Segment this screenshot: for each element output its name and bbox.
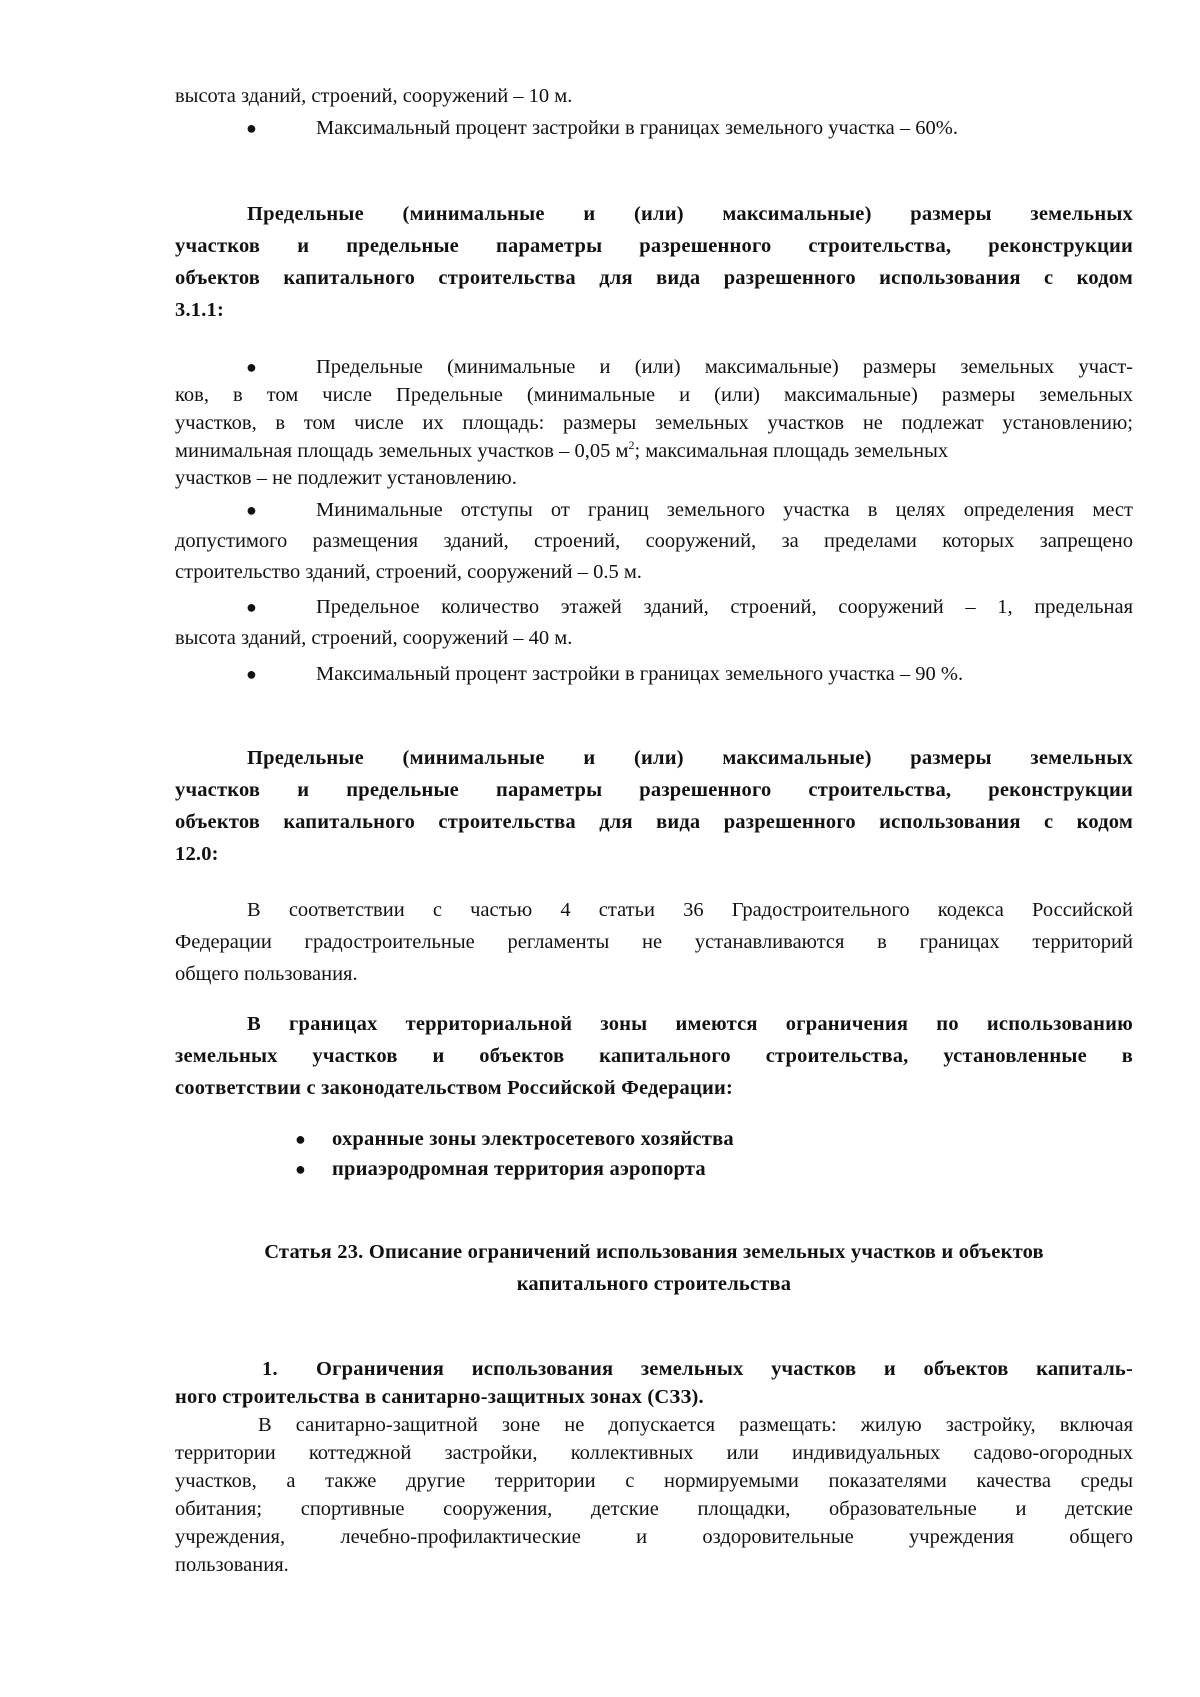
restriction-item: охранные зоны электросетевого хозяйства [332, 1128, 734, 1150]
bullet-icon: ● [246, 664, 257, 684]
bullet-text: Максимальный процент застройки в границах земельного участка – 90 %. [316, 663, 964, 685]
section-heading-line: объектов капитального строительства для вида разрешенного использования с кодом [175, 267, 1133, 289]
section-heading-line: 3.1.1: [175, 299, 225, 321]
body-text-line: высота зданий, строений, сооружений – 10 м. [175, 85, 573, 107]
body-text-line: В соответствии с частью 4 статьи 36 Градостроительного кодекса Российской [247, 899, 1133, 921]
body-text-line: пользования. [175, 1554, 289, 1576]
body-text-line: Федерации градостроительные регламенты не устанавливаются в границах территорий [175, 931, 1133, 953]
section-heading-line: Ограничения использования земельных участков и объектов капиталь- [316, 1358, 1133, 1380]
body-text-line: обитания; спортивные сооружения, детские площадки, образовательные и детские [175, 1498, 1133, 1520]
bullet-icon: ● [246, 500, 257, 520]
section-heading-line: земельных участков и объектов капитального строительства, установленные в [175, 1045, 1133, 1067]
section-heading-line: Предельные (минимальные и (или) максимальные) размеры земельных [247, 747, 1133, 769]
bullet-text: Минимальные отступы от границ земельного участка в целях определения мест [316, 499, 1133, 521]
body-text-line: участков, в том числе их площадь: размеры земельных участков не подлежат установлению; [175, 412, 1133, 434]
section-heading-line: участков и предельные параметры разрешенного строительства, реконструкции [175, 235, 1133, 257]
body-text-line: высота зданий, строений, сооружений – 40 м. [175, 627, 573, 649]
bullet-text: Предельное количество этажей зданий, строений, сооружений – 1, предельная [316, 596, 1133, 618]
bullet-text: Предельные (минимальные и (или) максимальные) размеры земельных участ- [316, 356, 1133, 378]
body-text-line: участков – не подлежит установлению. [175, 467, 517, 489]
article-title-line: Статья 23. Описание ограничений использования земельных участков и объектов [264, 1241, 1044, 1263]
section-heading-line: участков и предельные параметры разрешенного строительства, реконструкции [175, 779, 1133, 801]
bullet-icon: ● [246, 357, 257, 377]
bullet-icon: ● [295, 1159, 306, 1179]
section-heading-line: объектов капитального строительства для вида разрешенного использования с кодом [175, 811, 1133, 833]
body-text-line [175, 439, 1133, 463]
bullet-icon: ● [246, 597, 257, 617]
body-text-line: допустимого размещения зданий, строений, сооружений, за пределами которых запрещено [175, 530, 1133, 552]
restriction-item: приаэродромная территория аэропорта [332, 1158, 706, 1180]
bullet-icon: ● [295, 1129, 306, 1149]
body-text-line: учреждения, лечебно-профилактические и оздоровительные учреждения общего [175, 1526, 1133, 1548]
area-min-text: минимальная площадь земельных участков – 0,05 $м^2$; максимальная площадь земельных [175, 438, 949, 462]
bullet-icon: ● [246, 118, 257, 138]
body-text-line: строительство зданий, строений, сооружений – 0.5 м. [175, 561, 642, 583]
article-title-line: капитального строительства [516, 1273, 792, 1295]
body-text-line: территории коттеджной застройки, коллективных или индивидуальных садово-огородных [175, 1442, 1133, 1464]
section-heading-line: В границах территориальной зоны имеются ограничения по использованию [247, 1013, 1133, 1035]
section-heading-line: 12.0: [175, 843, 219, 865]
section-heading-line: соответствии с законодательством Российской Федерации: [175, 1077, 734, 1099]
body-text-line: участков, а также другие территории с нормируемыми показателями качества среды [175, 1470, 1133, 1492]
superscript: 2 [628, 438, 635, 453]
body-text-line: общего пользования. [175, 963, 358, 985]
section-heading-line: Предельные (минимальные и (или) максимальные) размеры земельных [247, 203, 1133, 225]
bullet-text: Максимальный процент застройки в границах земельного участка – 60%. [316, 117, 958, 139]
section-heading-line: ного строительства в санитарно-защитных зонах (СЗЗ). [175, 1386, 704, 1408]
body-text-line: ков, в том числе Предельные (минимальные и (или) максимальные) размеры земельных [175, 384, 1133, 406]
body-text-line: В санитарно-защитной зоне не допускается размещать: жилую застройку, включая [258, 1414, 1133, 1436]
section-number: 1. [262, 1358, 278, 1380]
